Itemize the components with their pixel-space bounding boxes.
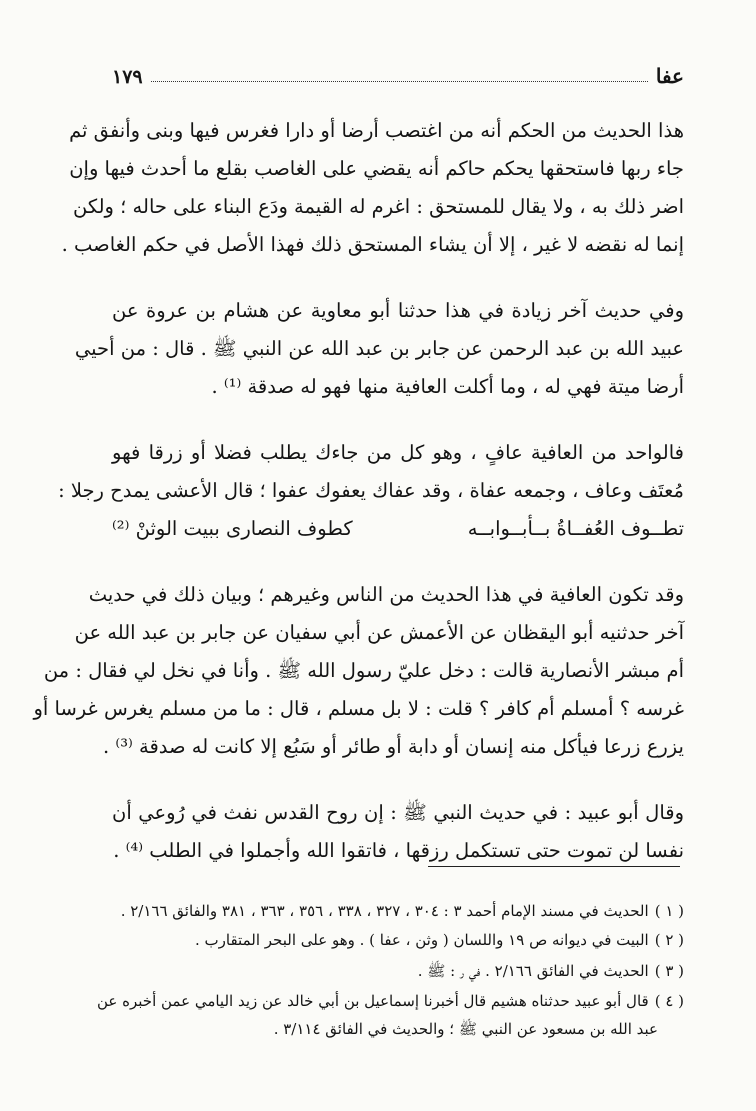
footnote-text: الحديث في الفائق ٢/١٦٦ . في ر : ﷺ . [417,962,649,980]
text-line: إنما له نقضه لا غير ، إلا أن يشاء المستحق ذلك فهذا الأصل في حكم الغاصب . [61,233,684,256]
text-line: يزرع زرعا فيأكل منه إنسان أو دابة أو طائر أو سَبُع إلا كانت له صدقة ⁽³⁾ . [103,735,684,758]
footnote-divider [428,866,680,867]
poetry-verse [112,510,684,548]
text-line: فالواحد من العافية عافٍ ، وهو كل من جاءك يطلب فضلا أو زرقا فهو [112,441,684,464]
paragraph [74,292,684,406]
page-header [112,58,684,88]
text-line: اضر ذلك به ، ولا يقال للمستحق : اغرم له القيمة ودَع البناء على حاله ؛ ولكن [72,195,684,218]
footnote-text: الحديث في مسند الإمام أحمد ٣ : ٣٠٤ ، ٣٢٧ ، ٣٣٨ ، ٣٥٦ ، ٣٦٣ ، ٣٨١ والفائق ٢/١٦٦ . [120,902,649,920]
text-line: عبيد الله بن عبد الرحمن عن جابر بن عبد الله عن النبي ﷺ . قال : من أحيي [74,337,684,360]
footnote [112,898,684,924]
paragraph [61,112,684,264]
text-line: نفسا لن تموت حتى تستكمل رزقها ، فاتقوا الله وأجملوا في الطلب ⁽⁴⁾ . [113,839,684,862]
text-line: وقال أبو عبيد : في حديث النبي ﷺ : إن روح القدس نفث في رُوعي أن [112,801,684,824]
footnote [112,958,684,984]
footnote-number: ( ٤ ) [654,992,684,1010]
footnote-continuation [112,1016,684,1042]
text-line: غرسه ؟ أمسلم أم كافر ؟ قلت : لا بل مسلم ، قال : ما من مسلم يغرس غرسا أو [33,697,684,720]
text-line: آخر حدثنيه أبو اليقظان عن الأعمش عن أبي سفيان عن جابر بن عبد الله عن [74,621,684,644]
text-line: جاء ربها فاستحقها يحكم حاكم أنه يقضي على الغاصب بقلع ما أحدث فيها وإن [69,157,684,180]
text-line: أم مبشر الأنصارية قالت : دخل عليّ رسول الله ﷺ . وأنا في نخل لي فقال : من [43,659,684,682]
text-line: مُعتَف وعاف ، وجمعه عفاة ، وقد عفاك يعفوك عفوا ؛ قال الأعشى يمدح رجلا : [58,479,684,502]
footnote [97,988,684,1014]
footnote-number: ( ١ ) [654,902,684,920]
text-line: وفي حديث آخر زيادة في هذا حدثنا أبو معاوية عن هشام بن عروة عن [112,299,684,322]
verse-second-hemistich: كطوف النصارى ببيت الوثنْ ⁽²⁾ [112,517,353,540]
running-head: عفا [655,64,684,88]
footnote-number: ( ٢ ) [654,931,684,949]
footnote [112,927,684,953]
paragraph [33,576,684,766]
paragraph [58,434,684,548]
main-text [33,112,684,870]
verse-first-hemistich: تطــوف العُفــاةُ بــأبــوابــه [467,517,684,540]
text-line: هذا الحديث من الحكم أنه من اغتصب أرضا أو دارا فغرس فيها وبنى وأنفق ثم [69,119,684,142]
text-line: أرضا ميتة فهي له ، وما أكلت العافية منها فهو له صدقة ⁽¹⁾ . [211,375,684,398]
footnote-number: ( ٣ ) [654,962,684,980]
text-line: وقد تكون العافية في هذا الحديث من الناس وغيرهم ؛ وبيان ذلك في حديث [88,583,684,606]
footnote-text: قال أبو عبيد حدثناه هشيم قال أخبرنا إسماعيل بن أبي خالد عن زيد اليامي عمن أخبره عن [97,992,649,1010]
paragraph [112,794,684,870]
page-number: ١٧٩ [112,66,143,88]
footnote-text: البيت في ديوانه ص ١٩ واللسان ( وثن ، عفا ) . وهو على البحر المتقارب . [195,931,649,949]
footnote-text: عبد الله بن مسعود عن النبي ﷺ ؛ والحديث في الفائق ٣/١١٤ . [273,1020,658,1038]
header-leader-dots [151,81,648,82]
